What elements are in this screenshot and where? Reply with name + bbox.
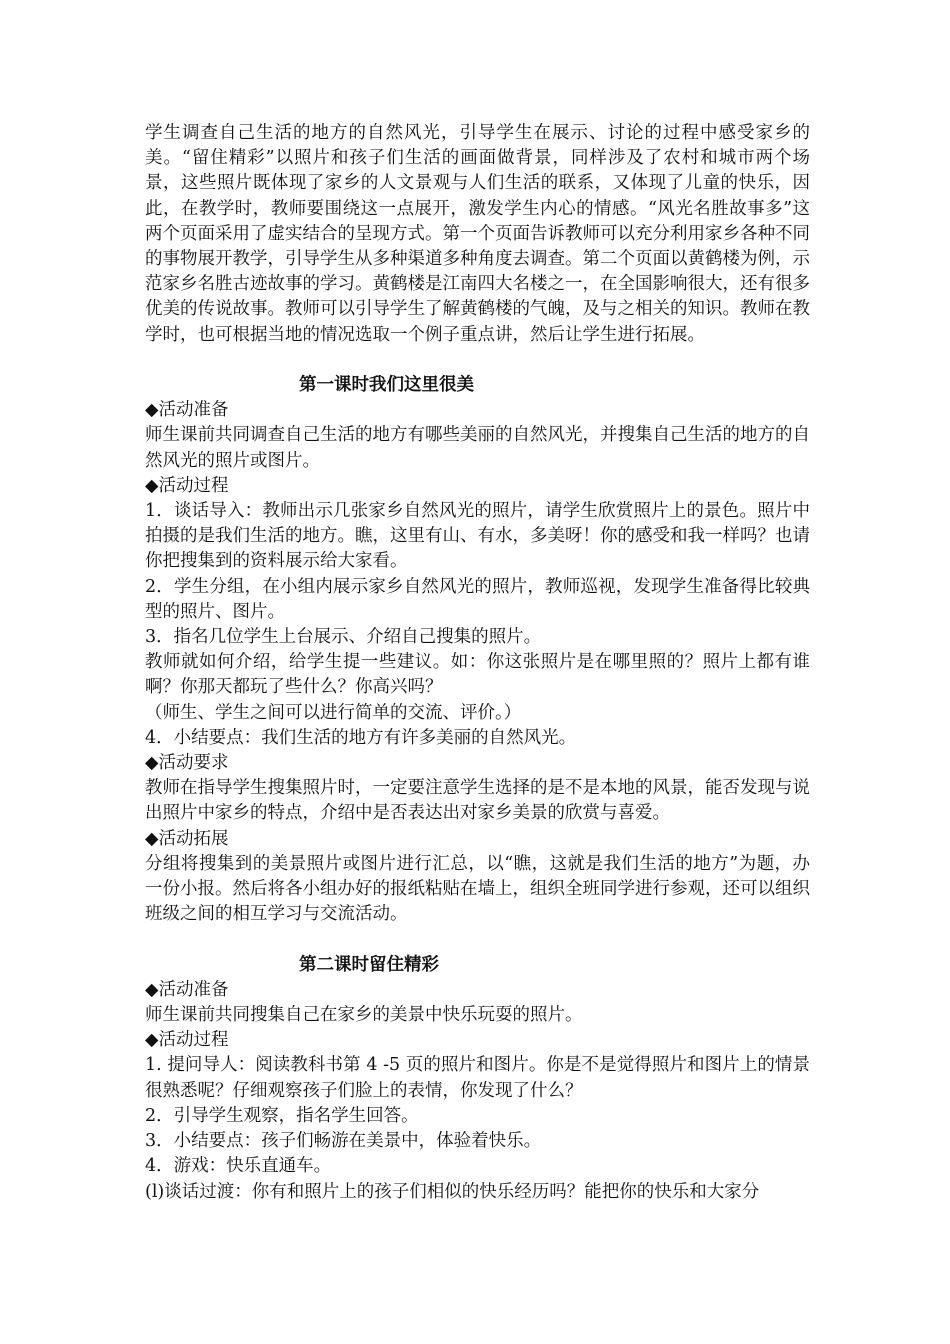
lesson1-title: 第一课时我们这里很美 xyxy=(299,375,474,396)
lesson2-step: 2．引导学生观察，指名学生回答。 xyxy=(145,1105,419,1126)
lesson2-step: 3．小结要点：孩子们畅游在美景中，体验着快乐。 xyxy=(145,1131,542,1152)
lesson1-prep-label: ◆活动准备 xyxy=(145,400,229,421)
lesson1-ext-text: 分组将搜集到的美景照片或图片进行汇总，以“瞧，这就是我们生活的地方”为题，办一份小报。然后将各小组办好的报纸粘贴在墙上，组织全班同学进行参观，还可以组织班级之间的相互学习与交流活动。 xyxy=(145,853,810,925)
lesson1-step: 3．指名几位学生上台展示、介绍自己搜集的照片。 xyxy=(145,627,542,648)
lesson1-req-text: 教师在指导学生搜集照片时，一定要注意学生选择的是不是本地的风景，能否发现与说出照片中家乡的特点，介绍中是否表达出对家乡美景的欣赏与喜爱。 xyxy=(145,778,810,824)
lesson2-prep-text: 师生课前共同搜集自己在家乡的美景中快乐玩耍的照片。 xyxy=(145,1005,583,1026)
intro-paragraph: 学生调查自己生活的地方的自然风光，引导学生在展示、讨论的过程中感受家乡的美。“留住精彩”以照片和孩子们生活的画面做背景，同样涉及了农村和城市两个场景，这些照片既体现了家乡的人文景观与人们生活的联系，又体现了儿童的快乐，因此，在教学时，教师要围绕这一点展开，激发学生内心的情感。“风光名胜故事多”这两个页面采用了虚实结合的呈现方式。第一个页面告诉教师可以充分利用家乡各种不同的事物展开教学，引导学生从多种渠道多种角度去调查。第二个页面以黄鹤楼为例，示范家乡名胜古迹故事的学习。黄鹤楼是江南四大名楼之一，在全国影响很大，还有很多优美的传说故事。教师可以引导学生了解黄鹤楼的气魄，及与之相关的知识。教师在教学时，也可根据当地的情况选取一个例子重点讲，然后让学生进行拓展。 xyxy=(145,123,810,345)
spacer xyxy=(145,348,810,373)
lesson2-step: (l)谈话过渡：你有和照片上的孩子们相似的快乐经历吗？能把你的快乐和大家分 xyxy=(145,1181,760,1202)
lesson2-prep-label: ◆活动准备 xyxy=(145,979,229,1000)
spacer xyxy=(145,927,810,952)
lesson1-step: 4．小结要点：我们生活的地方有许多美丽的自然风光。 xyxy=(145,727,577,748)
lesson2-step: 1. 提问导人：阅读教科书第 4 -5 页的照片和图片。你是不是觉得照片和图片上的情景很熟悉呢？仔细观察孩子们脸上的表情，你发现了什么？ xyxy=(145,1055,810,1101)
lesson1-step: 2．学生分组，在小组内展示家乡自然风光的照片，教师巡视，发现学生准备得比较典型的照片、图片。 xyxy=(145,576,810,622)
lesson1-step: 教师就如何介绍，给学生提一些建议。如：你这张照片是在哪里照的？照片上都有谁啊？你那天都玩了些什么？你高兴吗？ xyxy=(145,652,810,698)
lesson1-prep-text: 师生课前共同调查自己生活的地方有哪些美丽的自然风光，并搜集自己生活的地方的自然风光的照片或图片。 xyxy=(145,425,810,471)
lesson1-step: 1．谈话导入：教师出示几张家乡自然风光的照片，请学生欣赏照片上的景色。照片中拍摄的是我们生活的地方。瞧，这里有山、有水，多美呀！你的感受和我一样吗？也请你把搜集到的资料展示给大家看。 xyxy=(145,501,810,572)
lesson1-ext-label: ◆活动拓展 xyxy=(145,828,229,849)
lesson2-process-label: ◆活动过程 xyxy=(145,1030,229,1051)
lesson1-process-label: ◆活动过程 xyxy=(145,475,229,496)
lesson2-step: 4．游戏：快乐直通车。 xyxy=(145,1156,332,1177)
lesson1-step: （师生、学生之间可以进行简单的交流、评价。） xyxy=(145,702,522,723)
document-page xyxy=(145,121,810,1205)
lesson2-title: 第二课时留住精彩 xyxy=(299,954,439,975)
lesson1-req-label: ◆活动要求 xyxy=(145,753,229,774)
